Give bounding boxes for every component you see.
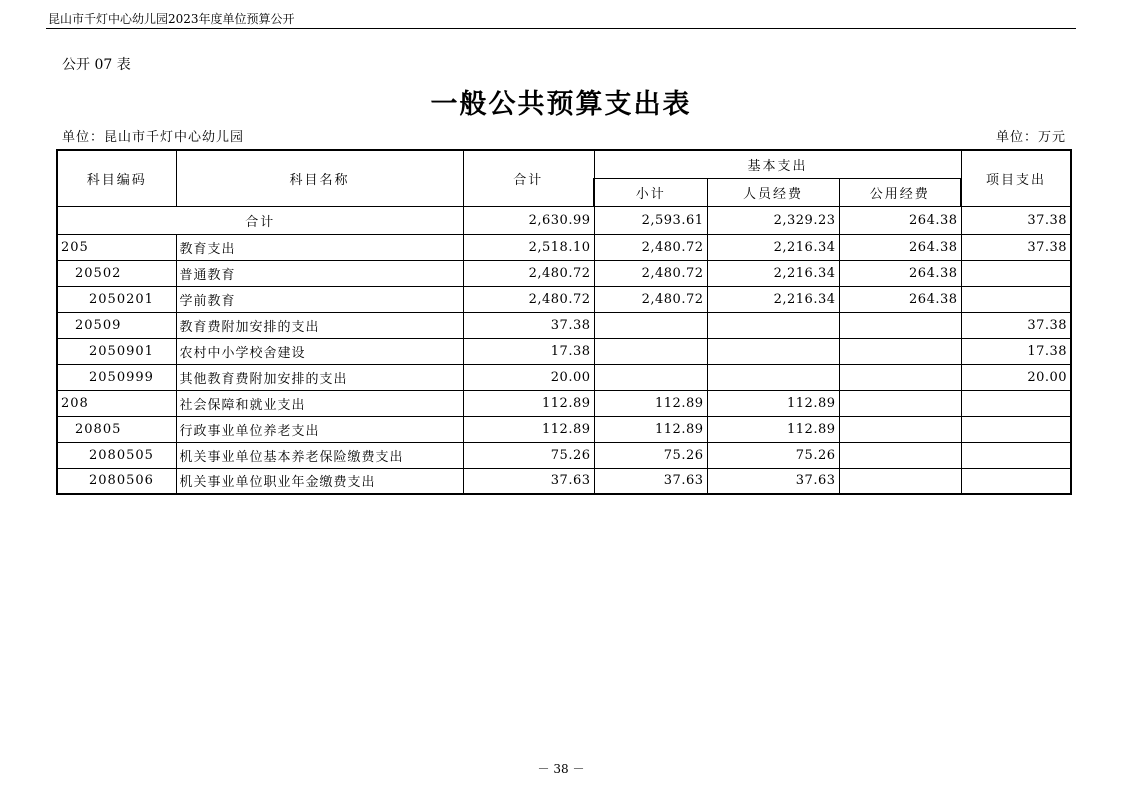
row-subtotal: 112.89: [594, 390, 707, 416]
row-total: 17.38: [463, 338, 594, 364]
row-code: 20805: [57, 416, 176, 442]
table-row: [57, 442, 1071, 468]
row-total: 112.89: [463, 390, 594, 416]
row-code: 2050901: [57, 338, 176, 364]
row-total: 2,480.72: [463, 286, 594, 312]
row-personnel: 2,216.34: [707, 234, 839, 260]
budget-table: [56, 149, 1072, 495]
row-public: [839, 442, 961, 468]
row-code: 2050999: [57, 364, 176, 390]
total-row: [57, 206, 1071, 234]
row-total: 2,518.10: [463, 234, 594, 260]
header-name: 科目名称: [176, 150, 463, 206]
row-public: 264.38: [839, 260, 961, 286]
row-code: 205: [57, 234, 176, 260]
row-personnel: [707, 338, 839, 364]
total-subtotal: 2,593.61: [594, 206, 707, 234]
row-name: 社会保障和就业支出: [176, 390, 463, 416]
table-row: [57, 468, 1071, 494]
row-public: [839, 338, 961, 364]
row-personnel: 112.89: [707, 416, 839, 442]
currency-unit: 单位：万元: [995, 130, 1066, 145]
row-project: [961, 260, 1071, 286]
row-subtotal: 2,480.72: [594, 286, 707, 312]
row-total: 2,480.72: [463, 260, 594, 286]
row-code: 20509: [57, 312, 176, 338]
row-code: 2050201: [57, 286, 176, 312]
row-total: 37.63: [463, 468, 594, 494]
header-public: 公用经费: [839, 178, 961, 206]
row-project: 37.38: [961, 234, 1071, 260]
header-basic-expenditure: 基本支出: [594, 150, 961, 178]
page-title: 一般公共预算支出表: [430, 89, 692, 120]
row-subtotal: 75.26: [594, 442, 707, 468]
row-total: 112.89: [463, 416, 594, 442]
row-subtotal: [594, 364, 707, 390]
row-public: 264.38: [839, 234, 961, 260]
total-personnel: 2,329.23: [707, 206, 839, 234]
row-project: [961, 390, 1071, 416]
row-subtotal: 2,480.72: [594, 260, 707, 286]
header-project-expenditure: 项目支出: [961, 150, 1071, 206]
row-name: 普通教育: [176, 260, 463, 286]
table-row: [57, 312, 1071, 338]
header-code: 科目编码: [57, 150, 176, 206]
row-public: [839, 390, 961, 416]
row-code: 208: [57, 390, 176, 416]
row-public: [839, 468, 961, 494]
row-project: [961, 442, 1071, 468]
row-project: 20.00: [961, 364, 1071, 390]
row-project: [961, 286, 1071, 312]
total-project: 37.38: [961, 206, 1071, 234]
row-name: 农村中小学校舍建设: [176, 338, 463, 364]
table-row: [57, 364, 1071, 390]
row-name: 机关事业单位职业年金缴费支出: [176, 468, 463, 494]
row-personnel: 112.89: [707, 390, 839, 416]
table-row: [57, 260, 1071, 286]
header-rule: [46, 28, 1076, 29]
row-subtotal: 37.63: [594, 468, 707, 494]
row-public: [839, 312, 961, 338]
row-name: 其他教育费附加安排的支出: [176, 364, 463, 390]
row-name: 学前教育: [176, 286, 463, 312]
row-personnel: 2,216.34: [707, 286, 839, 312]
total-total: 2,630.99: [463, 206, 594, 234]
row-subtotal: 2,480.72: [594, 234, 707, 260]
header-subtotal: 小计: [594, 178, 707, 206]
row-code: 20502: [57, 260, 176, 286]
page-number: － 38 －: [537, 762, 585, 776]
row-name: 教育费附加安排的支出: [176, 312, 463, 338]
table-row: [57, 338, 1071, 364]
running-header: 昆山市千灯中心幼儿园2023年度单位预算公开: [48, 12, 295, 26]
row-subtotal: [594, 312, 707, 338]
row-project: 37.38: [961, 312, 1071, 338]
table-row: [57, 286, 1071, 312]
row-project: [961, 468, 1071, 494]
row-public: 264.38: [839, 286, 961, 312]
unit-name: 单位：昆山市千灯中心幼儿园: [62, 130, 245, 145]
row-personnel: 37.63: [707, 468, 839, 494]
row-code: 2080506: [57, 468, 176, 494]
row-project: [961, 416, 1071, 442]
row-subtotal: 112.89: [594, 416, 707, 442]
header-personnel: 人员经费: [707, 178, 839, 206]
row-subtotal: [594, 338, 707, 364]
row-code: 2080505: [57, 442, 176, 468]
row-name: 行政事业单位养老支出: [176, 416, 463, 442]
row-total: 20.00: [463, 364, 594, 390]
row-personnel: 2,216.34: [707, 260, 839, 286]
table-row: [57, 390, 1071, 416]
row-project: 17.38: [961, 338, 1071, 364]
row-total: 37.38: [463, 312, 594, 338]
row-total: 75.26: [463, 442, 594, 468]
header-total: 合计: [463, 150, 594, 206]
row-personnel: [707, 364, 839, 390]
row-name: 教育支出: [176, 234, 463, 260]
row-name: 机关事业单位基本养老保险缴费支出: [176, 442, 463, 468]
row-personnel: [707, 312, 839, 338]
table-row: [57, 416, 1071, 442]
table-row: [57, 234, 1071, 260]
row-public: [839, 364, 961, 390]
total-public: 264.38: [839, 206, 961, 234]
row-personnel: 75.26: [707, 442, 839, 468]
total-label: 合计: [57, 206, 463, 234]
row-public: [839, 416, 961, 442]
table-number: 公开 07 表: [62, 57, 131, 73]
